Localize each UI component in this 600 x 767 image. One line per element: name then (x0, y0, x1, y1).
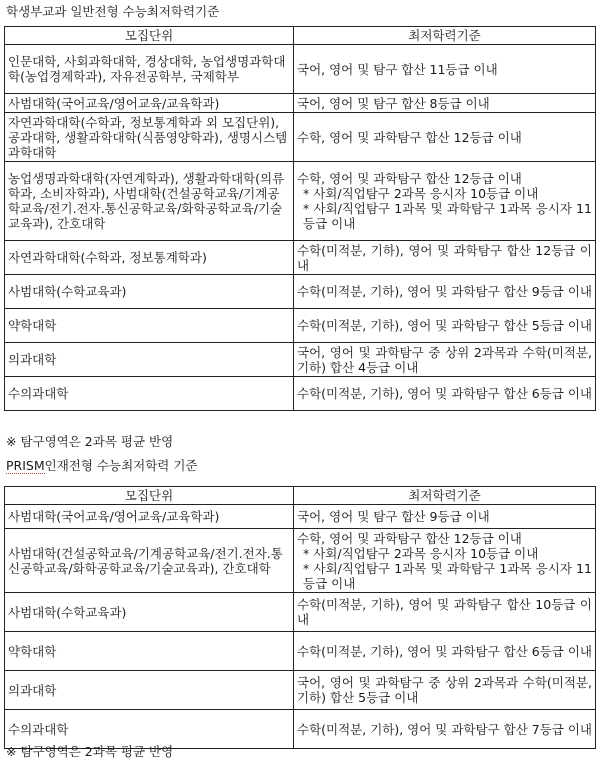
criteria-line: * 사회/직업탐구 2과목 응시자 10등급 이내 (303, 545, 539, 561)
criteria-line: 수학, 영어 및 과학탐구 합산 12등급 이내 (297, 530, 522, 546)
criteria-line: 수학(미적분, 기하), 영어 및 과학탐구 합산 5등급 이내 (297, 318, 592, 333)
unit-cell: 자연과학대학(수학과, 정보통계학과 외 모집단위), 공과대학, 생활과학대학(식품영양학과), 생명시스템과학대학 (5, 113, 294, 162)
criteria-cell (294, 113, 596, 162)
table-row (5, 275, 596, 309)
criteria-cell (294, 275, 596, 309)
unit-cell: 사범대학(건설공학교육/기계공학교육/전기.전자.통신공학교육/화학공학교육/기술교육과), 간호대학 (5, 529, 294, 593)
criteria-line: 수학(미적분, 기하), 영어 및 과학탐구 합산 10등급 이내 (297, 597, 592, 627)
table-row (5, 113, 596, 162)
criteria-line: 수학(미적분, 기하), 영어 및 과학탐구 합산 6등급 이내 (297, 643, 592, 659)
table-row (5, 671, 596, 710)
criteria-cell (294, 632, 596, 671)
unit-cell: 의과대학 (5, 671, 294, 710)
header-unit: 모집단위 (5, 27, 294, 45)
criteria-line: * 사회/직업탐구 2과목 응시자 10등급 이내 (303, 186, 539, 201)
criteria-cell (294, 671, 596, 710)
criteria-cell (294, 45, 596, 94)
section2-table (4, 486, 596, 749)
unit-cell: 수의과대학 (5, 710, 294, 749)
unit-cell: 사범대학(수학교육과) (5, 275, 294, 309)
criteria-line: 국어, 영어 및 탐구 합산 11등급 이내 (297, 61, 498, 77)
unit-cell: 사범대학(수학교육과) (5, 593, 294, 632)
criteria-cell (294, 309, 596, 343)
section1-table (4, 26, 596, 411)
unit-cell: 사범대학(국어교육/영어교육/교육학과) (5, 505, 294, 529)
unit-cell: 약학대학 (5, 632, 294, 671)
criteria-cell (294, 529, 596, 593)
table-row (5, 593, 596, 632)
criteria-line: * 사회/직업탐구 1과목 및 과학탐구 1과목 응시자 11등급 이내 (303, 201, 592, 231)
section2-title (6, 458, 198, 474)
criteria-line: 국어, 영어 및 과학탐구 중 상위 2과목과 수학(미적분, 기하) 합산 5등급 이내 (297, 675, 592, 705)
criteria-line: 국어, 영어 및 탐구 합산 8등급 이내 (297, 95, 490, 111)
table-row (5, 45, 596, 94)
table-row (5, 377, 596, 411)
criteria-line: 수학(미적분, 기하), 영어 및 과학탐구 합산 12등급 이내 (297, 242, 592, 273)
table-row (5, 505, 596, 529)
section1-body (5, 45, 596, 411)
table-header-row (5, 27, 596, 45)
section2-note: ※ 탐구영역은 2과목 평균 반영 (6, 744, 174, 759)
criteria-cell (294, 162, 596, 241)
section1-note: ※ 탐구영역은 2과목 평균 반영 (6, 434, 174, 449)
unit-cell: 자연과학대학(수학과, 정보통계학과) (5, 241, 294, 275)
table-header-row (5, 487, 596, 505)
criteria-line: 국어, 영어 및 과학탐구 중 상위 2과목과 수학(미적분, 기하) 합산 4등급 이내 (297, 344, 592, 375)
unit-cell: 농업생명과학대학(자연계학과), 생활과학대학(의류학과, 소비자학과), 사범대학(건설공학교육/기계공학교육/전기.전자.통신공학교육/화학공학교육/기술교육과), 간호대학 (5, 162, 294, 241)
criteria-cell (294, 593, 596, 632)
section2-body (5, 505, 596, 749)
unit-cell: 약학대학 (5, 309, 294, 343)
header-criteria: 최저학력기준 (294, 487, 596, 505)
table-row (5, 710, 596, 749)
section1-title: 학생부교과 일반전형 수능최저학력기준 (6, 4, 220, 19)
criteria-line: 수학, 영어 및 과학탐구 합산 12등급 이내 (297, 171, 522, 186)
criteria-cell (294, 377, 596, 411)
section2-title-rest: 인재전형 수능최저학력 기준 (44, 458, 198, 473)
section2-title-prefix: PRISM (6, 458, 45, 473)
table-row (5, 241, 596, 275)
criteria-line: 수학, 영어 및 과학탐구 합산 12등급 이내 (297, 129, 522, 145)
criteria-cell (294, 710, 596, 749)
table-row (5, 529, 596, 593)
table-row (5, 309, 596, 343)
criteria-cell (294, 241, 596, 275)
criteria-line: * 사회/직업탐구 1과목 및 과학탐구 1과목 응시자 11등급 이내 (303, 560, 592, 591)
unit-cell: 의과대학 (5, 343, 294, 377)
unit-cell: 인문대학, 사회과학대학, 경상대학, 농업생명과학대학(농업경제학과), 자유전공학부, 국제학부 (5, 45, 294, 94)
table-row (5, 343, 596, 377)
criteria-line: 수학(미적분, 기하), 영어 및 과학탐구 합산 6등급 이내 (297, 386, 592, 401)
criteria-cell (294, 343, 596, 377)
criteria-line: 국어, 영어 및 탐구 합산 9등급 이내 (297, 509, 490, 524)
criteria-cell (294, 94, 596, 113)
criteria-cell (294, 505, 596, 529)
header-unit: 모집단위 (5, 487, 294, 505)
criteria-line: 수학(미적분, 기하), 영어 및 과학탐구 합산 7등급 이내 (297, 721, 592, 737)
table-row (5, 162, 596, 241)
criteria-line: 수학(미적분, 기하), 영어 및 과학탐구 합산 9등급 이내 (297, 284, 592, 299)
unit-cell: 사범대학(국어교육/영어교육/교육학과) (5, 94, 294, 113)
unit-cell: 수의과대학 (5, 377, 294, 411)
table-row (5, 632, 596, 671)
table-row (5, 94, 596, 113)
header-criteria: 최저학력기준 (294, 27, 596, 45)
